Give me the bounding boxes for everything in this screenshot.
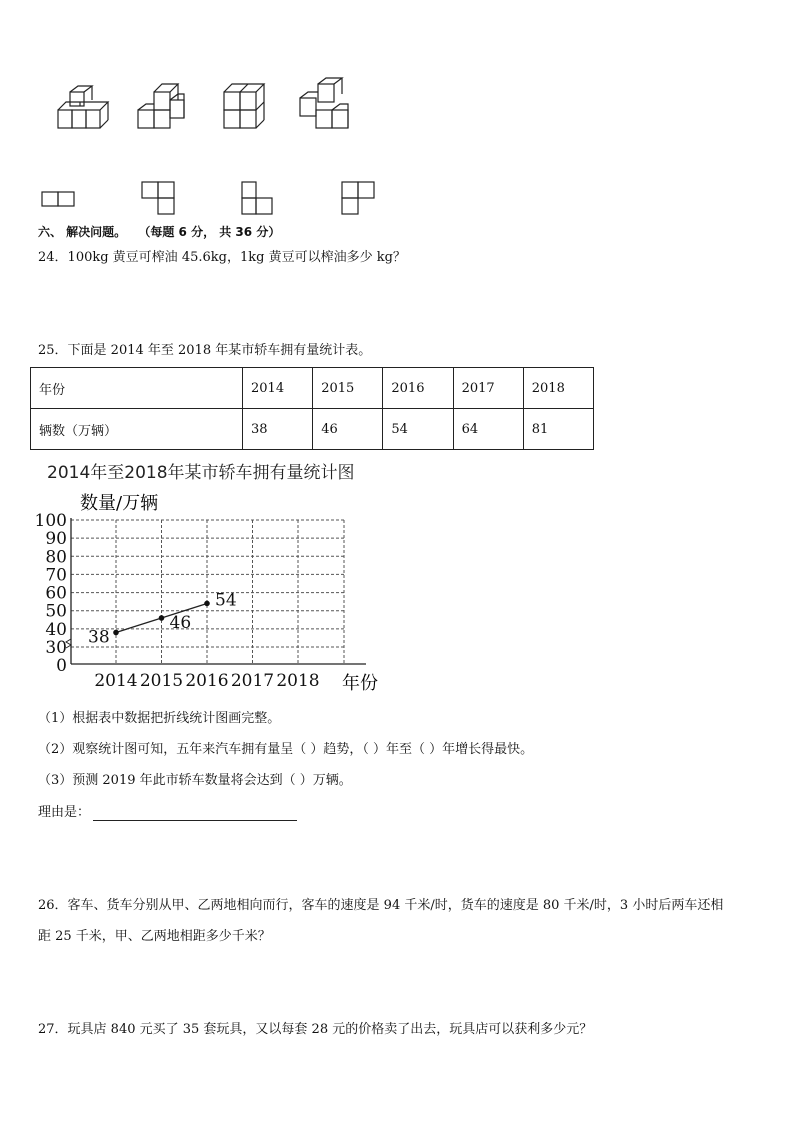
data-label: 54 [215, 590, 237, 611]
view-figure-3 [242, 182, 272, 214]
data-label: 46 [169, 612, 192, 633]
data-point [113, 630, 119, 636]
table-cell: 81 [523, 409, 593, 450]
question-25-sub2: （2）观察统计图可知，五年来汽车拥有量呈（ ）趋势，（ ）年至（ ）年增长得最快。 [38, 742, 534, 757]
question-26-line2: 距 25 千米，甲、乙两地相距多少千米？ [38, 929, 271, 944]
y-tick-label: 80 [45, 547, 67, 568]
question-26-line1: 26．客车、货车分别从甲、乙两地相向而行，客车的速度是 94 千米/时，货车的速度是 80 千米/时，3 小时后两车还相 [38, 898, 724, 913]
y-tick-label: 70 [45, 565, 67, 586]
x-tick-label: 2018 [276, 671, 320, 691]
table-cell: 2017 [453, 368, 523, 409]
table-cell: 2014 [243, 368, 313, 409]
x-tick-label: 2014 [94, 671, 138, 691]
data-point [204, 601, 210, 607]
statistics-table [30, 367, 594, 450]
view-figure-1 [42, 192, 74, 206]
reason-answer-line[interactable] [93, 806, 297, 821]
table-cell: 2018 [523, 368, 593, 409]
question-27: 27．玩具店 840 元买了 35 套玩具，又以每套 28 元的价格卖了出去，玩具店可以获利多少元？ [38, 1022, 593, 1037]
y-tick-label: 40 [45, 619, 67, 640]
cube-figure-4 [300, 78, 348, 128]
section-title: 六、 解决问题。 [38, 225, 127, 239]
y-tick-label: 60 [45, 583, 67, 604]
view-figure-4 [342, 182, 374, 214]
table-row-year [31, 368, 594, 409]
reason-row [38, 804, 90, 822]
question-25-sub3: （3）预测 2019 年此市轿车数量将会达到（ ）万辆。 [38, 773, 352, 788]
question-25-intro: 25．下面是 2014 年至 2018 年某市轿车拥有量统计表。 [38, 343, 372, 358]
x-tick-label: 2017 [230, 671, 275, 691]
reason-label: 理由是： [38, 805, 91, 820]
section-scoring: （每题 6 分， 共 36 分） [138, 225, 281, 239]
table-cell: 46 [313, 409, 383, 450]
view-figure-2 [142, 182, 174, 214]
x-tick-label: 2016 [185, 671, 229, 691]
table-cell: 2015 [313, 368, 383, 409]
data-point [159, 615, 165, 621]
question-24: 24．100kg 黄豆可榨油 45.6kg，1kg 黄豆可以榨油多少 kg？ [38, 250, 406, 265]
table-cell: 年份 [31, 368, 243, 409]
question-25-sub1: （1）根据表中数据把折线统计图画完整。 [38, 711, 281, 726]
cube-figures [30, 70, 390, 230]
y-tick-label: 50 [45, 601, 67, 622]
table-cell: 54 [383, 409, 453, 450]
y-tick-label: 0 [56, 656, 67, 676]
table-row-count [31, 409, 594, 450]
table-cell: 2016 [383, 368, 453, 409]
x-axis-label: 年份 [342, 673, 378, 694]
chart-title: 2014年至2018年某市轿车拥有量统计图 [47, 463, 355, 483]
table-cell: 辆数（万辆） [31, 409, 243, 450]
y-axis-label: 数量/万辆 [80, 493, 159, 514]
section-heading [38, 223, 280, 241]
cube-figure-3 [224, 84, 264, 128]
table-cell: 38 [243, 409, 313, 450]
data-label: 38 [88, 627, 110, 648]
table-cell: 64 [453, 409, 523, 450]
x-tick-label: 2015 [139, 671, 184, 691]
y-tick-label: 30 [45, 638, 67, 658]
cube-figure-2 [138, 84, 184, 128]
cube-figure-1 [58, 86, 108, 128]
y-tick-label: 100 [34, 511, 67, 531]
line-chart [30, 485, 390, 695]
y-tick-label: 90 [45, 529, 67, 550]
